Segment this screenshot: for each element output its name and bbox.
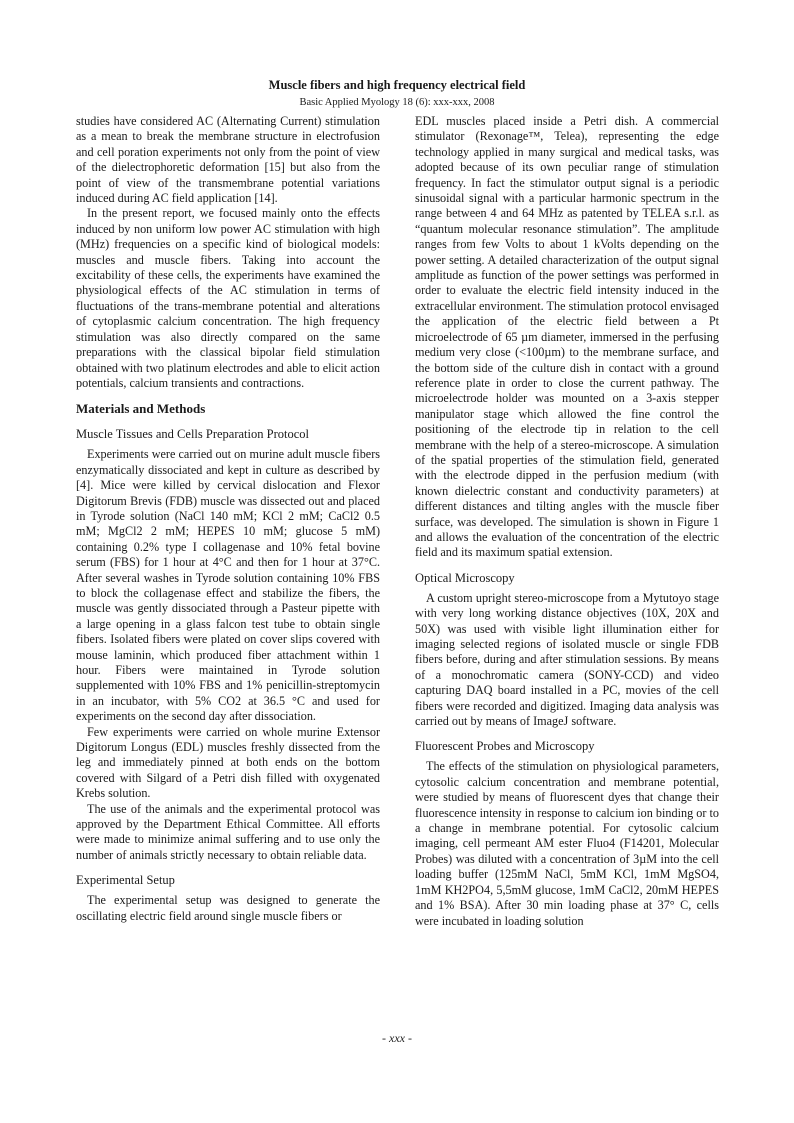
article-running-title: Muscle fibers and high frequency electrical field [268,78,526,92]
left-column [76,114,380,924]
section-heading-materials-methods: Materials and Methods [76,401,206,417]
journal-citation: Basic Applied Myology 18 (6): xxx-xxx, 2008 [299,97,495,108]
paragraph-setup-continued: EDL muscles placed inside a Petri dish. A commercial stimulator (Rexonage™, Telea), representing the edge technology applied in many surgical and medical tasks, was adopted because of its own peculiar range of stimulation frequency. In fact the stimulator output signal is a periodic sinusoidal signal with a particular harmonic spectrum in the range between 4 and 64 MHz as patented by TELEA s.r.l. as “quantum molecular resonance stimulation”. The amplitude ranges from few Volts to about 1 kVolts depending on the power setting. A detailed characterization of the output signal amplitude as function of the power settings was performed in order to evaluate the electric field intensity induced in the extracellular environment. The stimulation protocol envisaged the application of the electric field between a Pt microelectrode of 65 µm diameter, immersed in the perfusing medium very close (<100µm) to the membrane surface, and the bottom side of the culture dish in contact with a ground reference plate in order to close the current pathway. The microelectrode holder was mounted on a 3-axis stepper manipulator stage which allowed the fine control the positioning of the electrode tip in relation to the cell membrane with the help of a stereo-microscope. A simulation of the spatial properties of the stimulation field, generated with the electrode dipped in the perfusion medium (with known dielectric constant and conductivity parameters) at different distances and tilting angles with the muscle fiber surface, was developed. The simulation is shown in Figure 1 and allows the evaluation of the concentration of the electric field and its maximum spatial extension. [415,114,719,560]
paragraph-optical-microscopy: A custom upright stereo-microscope from a Mytutoyo stage with very long working distance objectives (10X, 20X and 50X) was used with visible light illumination either for imaging selected regions of isolated muscle or single FDB fibers before, during and after stimulation sessions. By means of a monochromatic camera (SONY-CCD) and video capturing DAQ board installed in a PC, movies of the cell fibers were recorded and digitized. Imaging data analysis was carried out by means of ImageJ software. [415,590,719,729]
paragraph-intro-continued: studies have considered AC (Alternating Current) stimulation as a mean to break the membrane structure in electrofusion and cell poration experiments not only from the point of view of the dielectrophoretic deformation [15] but also from the point of view of the transmembrane potential variations induced during AC field application [14]. [76,114,380,206]
right-column [415,114,719,929]
paragraph-fluorescent-probes: The effects of the stimulation on physiological parameters, cytosolic calcium concentration and membrane potential, were studied by means of fluorescent dyes that change their fluorescence intensity in response to calcium ion binding or to a change in membrane potential. For cytosolic calcium imaging, cell permeant AM ester Fluo4 (F14201, Molecular Probes) was diluted with a concentration of 3µM into the cell loading buffer (125mM NaCl, 5mM KCl, 1mM MgSO4, 1mM KH2PO4, 5,5mM glucose, 1mM CaCl2, 20mM HEPES and 1% BSA). After 30 min loading phase at 37° C, cells were incubated in loading solution [415,759,719,928]
subsection-heading-optical: Optical Microscopy [415,570,515,585]
paragraph-present-report: In the present report, we focused mainly onto the effects induced by non uniform low power AC stimulation with high (MHz) frequencies on a specific kind of biological models: muscles and muscle fibers. Taking into account the excitability of these cells, the experiments have examined the physiological effects of the AC stimulation in terms of fluctuations of the trans-membrane potential and alterations of cytoplasmic calcium concentration. The high frequency stimulation was also directly compared on the same preparations with the classical bipolar field stimulation obtained with two platinum electrodes and able to elicit action potentials, calcium transients and contractions. [76,206,380,390]
subsection-heading-tissues: Muscle Tissues and Cells Preparation Protocol [76,427,309,442]
paragraph-setup-start: The experimental setup was designed to generate the oscillating electric field around single muscle fibers or [76,893,380,923]
subsection-heading-setup: Experimental Setup [76,873,175,888]
page-header [0,78,794,110]
paragraph-fdb-preparation: Experiments were carried out on murine adult muscle fibers enzymatically dissociated and kept in culture as described by [4]. Mice were killed by cervical dislocation and Flexor Digitorum Brevis (FDB) muscle was dissected out and placed in Tyrode solution (NaCl 140 mM; KCl 2 mM; CaCl2 0.5 mM; MgCl2 2 mM; HEPES 10 mM; glucose 5 mM) containing 0.2% type I collagenase and 10% fetal bovine serum (FBS) for 1 hour at 4°C and then for 1 hour at 37°C. After several washes in Tyrode solution containing 10% FBS to block the collagenase effect and stabilize the fibers, the muscle was gently dissociated through a Pasteur pipette with a large opening in a glass falcon test tube to obtain single fibers. Isolated fibers were plated on cover slips covered with mouse laminin, which produced fiber attachment within 1 hour. Fibers were maintained in Tyrode solution supplemented with 10% FBS and 1% penicillin-streptomycin in an incubator, with 5% CO2 at 36.5 °C and used for experiments on the second day after dissociation. [76,447,380,724]
paragraph-edl-experiments: Few experiments were carried on whole murine Extensor Digitorum Longus (EDL) muscles freshly dissected from the leg and immediately pinned at both ends on the bottom covered with Silgard of a Petri dish filled with oxygenated Krebs solution. [76,724,380,801]
page-number: - xxx - [382,1031,412,1045]
paragraph-ethics: The use of the animals and the experimental protocol was approved by the Department Ethical Committee. All efforts were made to minimize animal suffering and to use only the number of animals strictly necessary to obtain reliable data. [76,801,380,862]
subsection-heading-fluorescent: Fluorescent Probes and Microscopy [415,739,595,754]
